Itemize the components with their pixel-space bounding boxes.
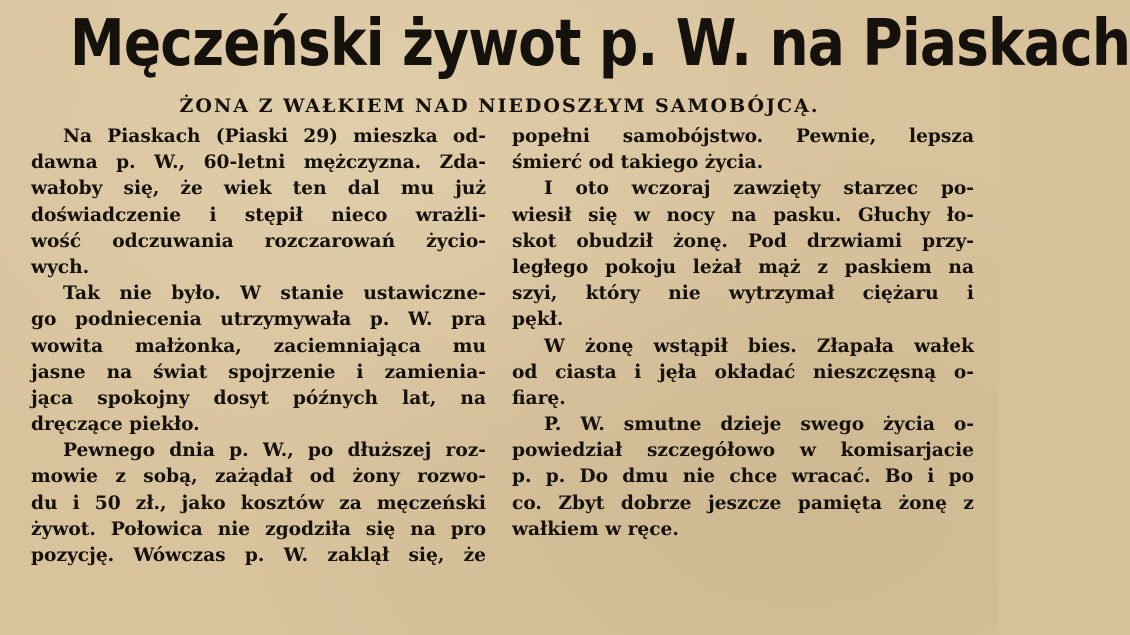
text-line: W żonę wstąpił bies. Złapała wałek	[544, 335, 974, 357]
text-line: p. p. Do dmu nie chce wracać. Bo i po	[512, 466, 974, 488]
text-line: wałoby się, że wiek ten dal mu już	[31, 178, 486, 200]
text-line: du i 50 zł., jako kosztów za męczeński	[31, 492, 486, 514]
text-line: dręczące piekło.	[31, 414, 200, 436]
text-line: powiedział szczegółowo w komisarjacie	[512, 440, 974, 462]
text-line: P. W. smutne dzieje swego życia o-	[544, 414, 974, 436]
text-line: szyi, który nie wytrzymał ciężaru i	[512, 283, 974, 305]
text-line: wiesił się w nocy na pasku. Głuchy ło-	[512, 204, 974, 226]
text-line: skot obudził żonę. Pod drzwiami przy-	[512, 230, 974, 252]
text-line: żywot. Połowica nie zgodziła się na pro	[31, 518, 486, 540]
article-column-left	[31, 124, 486, 624]
text-line: wych.	[31, 256, 90, 278]
text-line: jasne na świat spojrzenie i zamienia-	[31, 361, 486, 383]
text-line: go podniecenia utrzymywała p. W. pra	[31, 309, 486, 331]
text-line: dawna p. W., 60-letni mężczyzna. Zda-	[31, 152, 486, 174]
text-line: wowita małżonka, zaciemniająca mu	[31, 335, 486, 357]
text-line: doświadczenie i stępił nieco wrażli-	[31, 204, 486, 226]
text-line: Tak nie było. W stanie ustawiczne-	[63, 283, 486, 305]
text-line: od ciasta i jęła okładać nieszczęsną o-	[512, 361, 974, 383]
text-line: ległego pokoju leżał mąż z paskiem na	[512, 256, 974, 278]
text-line: I oto wczoraj zawzięty starzec po-	[544, 178, 974, 200]
text-line: wałkiem w ręce.	[512, 518, 679, 540]
text-line: pozycję. Wówczas p. W. zaklął się, że	[31, 545, 486, 566]
text-line: pękł.	[512, 309, 564, 331]
text-line: co. Zbyt dobrze jeszcze pamięta żonę z	[512, 492, 974, 514]
text-line: popełni samobójstwo. Pewnie, lepsza	[512, 126, 974, 147]
text-line: fiarę.	[512, 387, 566, 409]
article-subheadline: ŻONA Z WAŁKIEM NAD NIEDOSZŁYM SAMOBÓJCĄ.	[179, 95, 820, 117]
text-line: Na Piaskach (Piaski 29) mieszka od-	[63, 126, 486, 147]
article-headline: Męczeński żywot p. W. na Piaskach	[69, 7, 1130, 81]
text-line: mowie z sobą, zażądał od żony rozwo-	[31, 466, 486, 488]
text-line: śmierć od takiego życia.	[512, 152, 764, 174]
article-column-right	[512, 124, 974, 624]
text-line: jąca spokojny dosyt późnych lat, na	[31, 387, 486, 409]
text-line: wość odczuwania rozczarowań życio-	[31, 230, 486, 252]
text-line: Pewnego dnia p. W., po dłuższej roz-	[63, 440, 486, 462]
